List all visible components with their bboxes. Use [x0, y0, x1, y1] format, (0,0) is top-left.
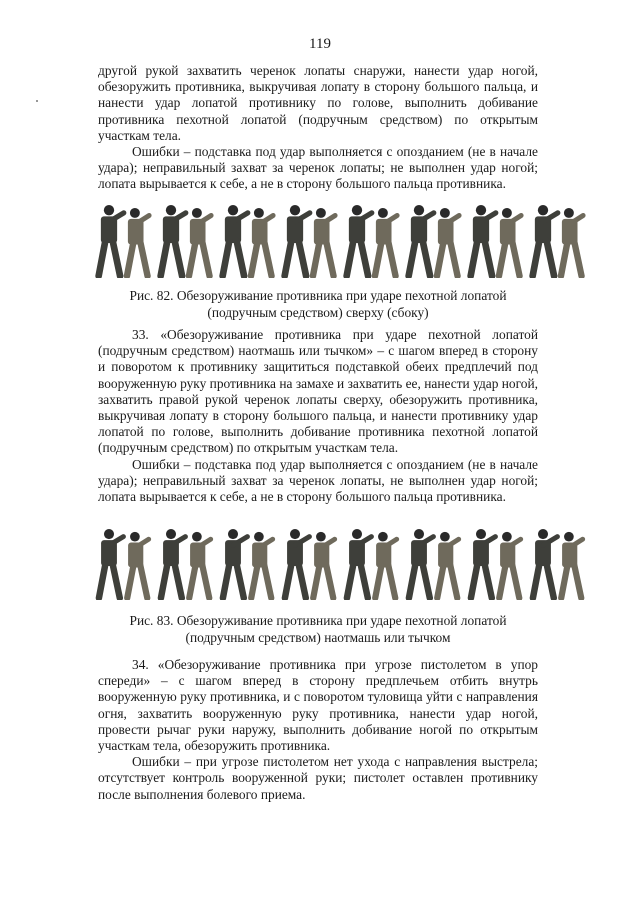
text-block-middle	[98, 327, 538, 505]
figure-82-photos	[95, 198, 595, 278]
fig82-defender-3	[223, 205, 248, 276]
fig83-defender-4	[285, 529, 309, 598]
paragraph-33: 33. «Обезоруживание противника при ударе пехотной лопатой (подручным средством) наотмашь или тычком» – с шагом вперед в сторону и поворотом к противнику защититься подставкой обеих предплечий под вооруженную руку противника на замахе и захватить ее, нанести удар ногой, захватить правой рукой черенок лопаты сверху, обезоружить противника, выкручивая лопату в сторону большого пальца, и нанести противнику удар лопатой по голове, выполнить добивание противника пехотной лопатой (подручным средством) по открытым участкам тела.	[98, 327, 538, 456]
fig82-attacker-4	[313, 208, 335, 276]
fig83-defender-6	[409, 529, 433, 598]
fig83-defender-2	[161, 529, 185, 598]
fig83-attacker-1	[127, 532, 149, 598]
page-number: 119	[309, 36, 331, 52]
figure-83-caption-line2: (подручным средством) наотмашь или тычком	[185, 630, 451, 645]
fig82-attacker-3	[251, 208, 273, 276]
fig82-defender-7	[471, 205, 496, 276]
scan-speck	[36, 100, 38, 102]
text-block-top	[98, 63, 538, 193]
fig83-attacker-4	[313, 532, 335, 598]
fig82-defender-4	[285, 205, 310, 276]
figure-83-caption-line1: Рис. 83. Обезоруживание противника при ударе пехотной лопатой	[129, 613, 507, 628]
paragraph-34: 34. «Обезоруживание противника при угрозе пистолетом в упор спереди» – с шагом вперед в сторону предплечьем отбить внутрь вооруженную руку противника, и с поворотом туловища уйти с направления огня, захватить вооруженную руку противника, нанести удар ногой, провести рычаг руки наружу, выполнить добивание ногой по открытым участкам тела, обезоружить противника.	[98, 657, 538, 754]
fig82-defender-5	[347, 205, 372, 276]
fig83-attacker-6	[437, 532, 459, 598]
fig82-defender-2	[161, 205, 186, 276]
fig82-attacker-8	[561, 208, 583, 276]
fig83-defender-1	[99, 529, 123, 598]
fig83-defender-7	[471, 529, 495, 598]
fig82-attacker-2	[189, 208, 211, 276]
fig82-attacker-1	[127, 208, 149, 276]
fig82-defender-6	[409, 205, 434, 276]
fig83-attacker-3	[251, 532, 273, 598]
paragraph-errors-1: Ошибки – подставка под удар выполняется с опозданием (не в начале удара); неправильный захват за черенок лопаты; не выполнен удар ногой; лопата вырывается к себе, а не в сторону большого пальца противника.	[98, 144, 538, 192]
fig82-attacker-5	[375, 208, 397, 276]
text-block-bottom	[98, 657, 538, 803]
figure-83-caption	[80, 612, 556, 646]
fig83-defender-3	[223, 529, 247, 598]
fig83-defender-5	[347, 529, 371, 598]
fig83-attacker-8	[561, 532, 583, 598]
paragraph-errors-2: Ошибки – подставка под удар выполняется с опозданием (не в начале удара); неправильный захват за черенок лопаты, не выполнен удар ногой; лопата вырывается к себе, а не в сторону большого пальца противника.	[98, 456, 538, 505]
figure-83-photos	[95, 522, 595, 600]
figure-82-caption-line2: (подручным средством) сверху (сбоку)	[207, 305, 429, 320]
fig83-attacker-7	[499, 532, 521, 598]
figure-82-photo-strip	[95, 198, 595, 278]
fig82-defender-1	[99, 205, 124, 276]
fig83-attacker-5	[375, 532, 397, 598]
fig82-attacker-6	[437, 208, 459, 276]
fig82-defender-8	[533, 205, 558, 276]
figure-82-caption-line1: Рис. 82. Обезоруживание противника при ударе пехотной лопатой	[129, 288, 507, 303]
fig83-attacker-2	[189, 532, 211, 598]
paragraph-errors-3: Ошибки – при угрозе пистолетом нет ухода с направления выстрела; отсутствует контроль вооруженной руки; пистолет оставлен противнику после выполнения болевого приема.	[98, 754, 538, 802]
figure-83-photo-strip	[95, 522, 595, 600]
fig82-attacker-7	[499, 208, 521, 276]
paragraph-continuation: другой рукой захватить черенок лопаты снаружи, нанести удар ногой, обезоружить противника, выкручивая лопату в сторону большого пальца, и нанести удар лопатой противнику по голове, выполнить добивание противника пехотной лопатой (подручным средством) по открытым участкам тела.	[98, 63, 538, 143]
figure-82-caption	[80, 287, 556, 321]
fig83-defender-8	[533, 529, 557, 598]
